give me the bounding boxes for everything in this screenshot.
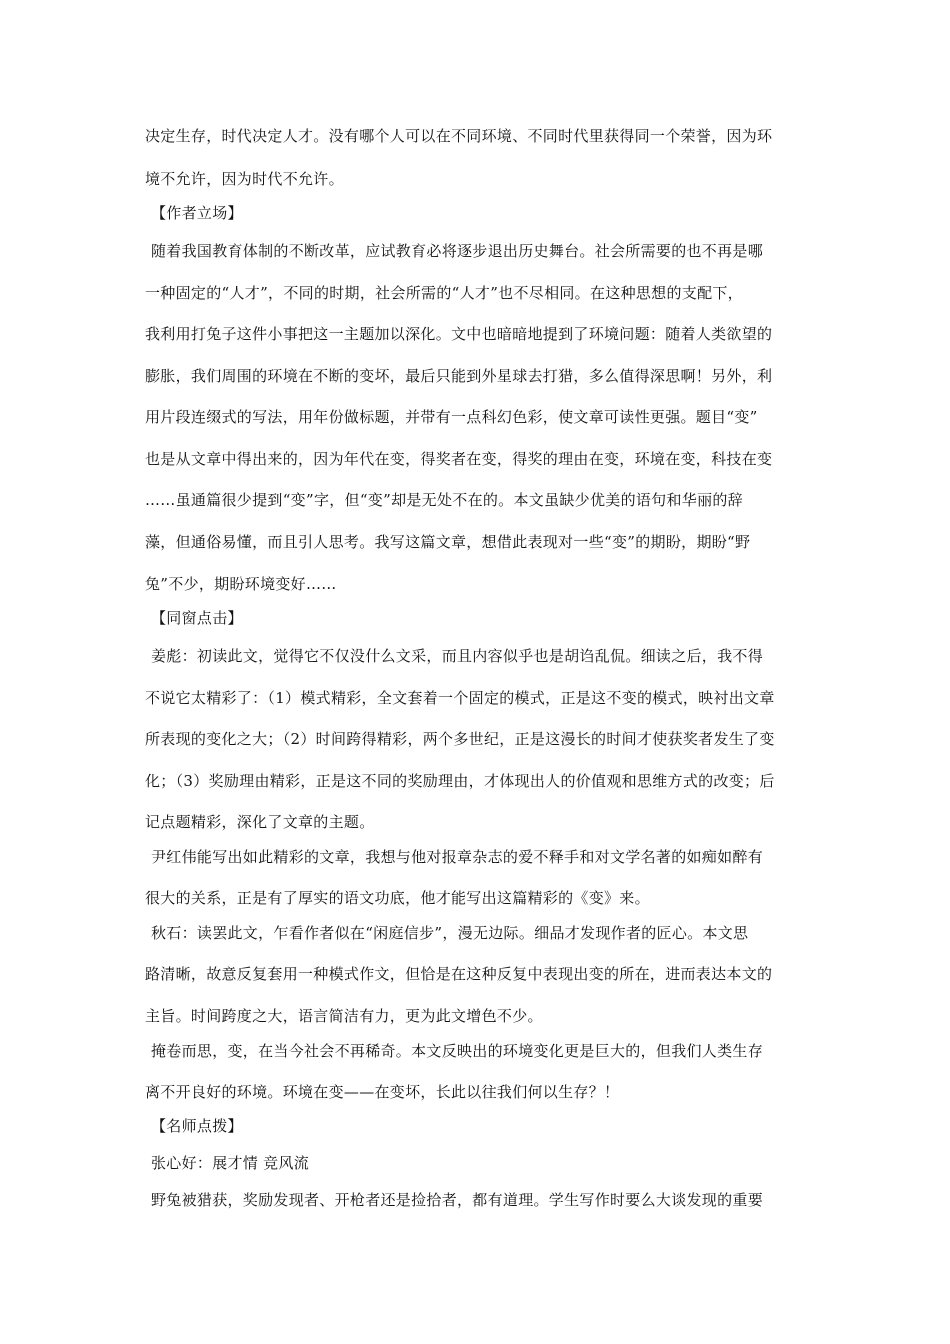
paragraph-line: 姜彪：初读此文，觉得它不仅没什么文采，而且内容似乎也是胡诌乱侃。细读之后，我不得 xyxy=(151,647,764,665)
paragraph-line: 离不开良好的环境。环境在变——在变坏，长此以往我们何以生存？！ xyxy=(145,1083,620,1101)
paragraph-line: 一种固定的“人才”，不同的时期，社会所需的“人才”也不尽相同。在这种思想的支配下， xyxy=(145,284,743,302)
paragraph-line: 兔”不少，期盼环境变好…… xyxy=(145,575,337,593)
paragraph-line: ……虽通篇很少提到“变”字，但“变”却是无处不在的。本文虽缺少优美的语句和华丽的辞 xyxy=(145,491,743,509)
paragraph-line: 决定生存，时代决定人才。没有哪个人可以在不同环境、不同时代里获得同一个荣誉，因为环 xyxy=(145,127,773,145)
paragraph-line: 我利用打兔子这件小事把这一主题加以深化。文中也暗暗地提到了环境问题：随着人类欲望的 xyxy=(145,325,773,343)
paragraph-line: 用片段连缀式的写法，用年份做标题，并带有一点科幻色彩，使文章可读性更强。题目“变” xyxy=(145,408,758,426)
paragraph-line: 很大的关系，正是有了厚实的语文功底，他才能写出这篇精彩的《变》来。 xyxy=(145,889,650,907)
paragraph-line: 掩卷而思，变，在当今社会不再稀奇。本文反映出的环境变化更是巨大的，但我们人类生存 xyxy=(151,1042,764,1060)
paragraph-line: 尹红伟能写出如此精彩的文章，我想与他对报章杂志的爱不释手和对文学名著的如痴如醉有 xyxy=(151,848,764,866)
paragraph-line: 随着我国教育体制的不断改革，应试教育必将逐步退出历史舞台。社会所需要的也不再是哪 xyxy=(151,242,764,260)
paragraph-line: 秋石：读罢此文，乍看作者似在“闲庭信步”，漫无边际。细品才发现作者的匠心。本文思 xyxy=(151,924,749,942)
paragraph-line: 也是从文章中得出来的，因为年代在变，得奖者在变，得奖的理由在变，环境在变，科技在变 xyxy=(145,450,773,468)
section-heading-classmate-comments: 【同窗点击】 xyxy=(151,609,243,627)
paragraph-line: 所表现的变化之大；（2）时间跨得精彩，两个多世纪，正是这漫长的时间才使获奖者发生了变 xyxy=(145,730,775,748)
paragraph-line: 不说它太精彩了：（1）模式精彩，全文套着一个固定的模式，正是这不变的模式，映衬出文章 xyxy=(145,689,775,707)
paragraph-line: 野兔被猎获，奖励发现者、开枪者还是捡拾者，都有道理。学生写作时要么大谈发现的重要 xyxy=(151,1191,764,1209)
paragraph-line: 膨胀，我们周围的环境在不断的变坏，最后只能到外星球去打猎，多么值得深思啊！另外，利 xyxy=(145,367,773,385)
section-heading-author-stance: 【作者立场】 xyxy=(151,204,243,222)
paragraph-line: 路清晰，故意反复套用一种模式作文，但恰是在这种反复中表现出变的所在，进而表达本文的 xyxy=(145,965,773,983)
paragraph-line: 藻，但通俗易懂，而且引人思考。我写这篇文章，想借此表现对一些“变”的期盼，期盼“野 xyxy=(145,533,751,551)
paragraph-line: 记点题精彩，深化了文章的主题。 xyxy=(145,813,375,831)
paragraph-line: 境不允许，因为时代不允许。 xyxy=(145,170,344,188)
paragraph-line: 主旨。时间跨度之大，语言简洁有力，更为此文增色不少。 xyxy=(145,1007,543,1025)
reviewer-title-line: 张心好：展才情 竞风流 xyxy=(151,1154,310,1172)
paragraph-line: 化；（3）奖励理由精彩，正是这不同的奖励理由，才体现出人的价值观和思维方式的改变；后 xyxy=(145,772,775,790)
section-heading-teacher-guidance: 【名师点拨】 xyxy=(151,1117,243,1135)
